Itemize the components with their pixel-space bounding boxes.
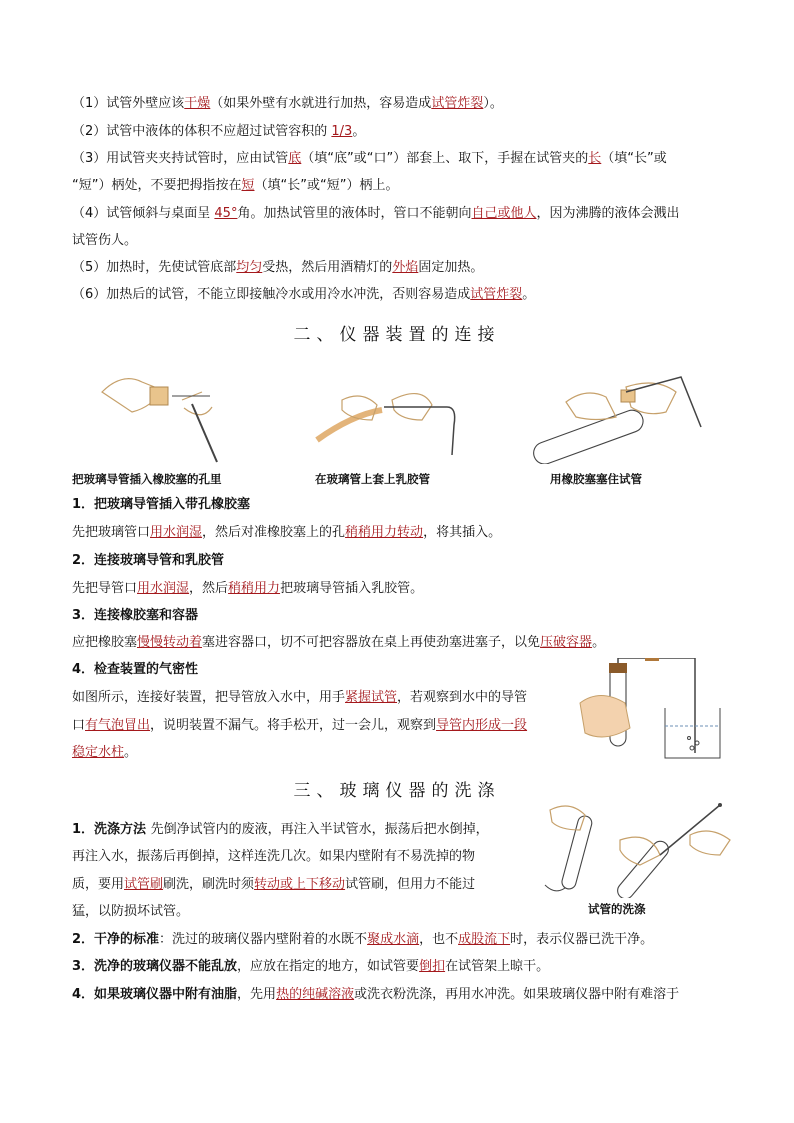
text: 塞进容器口，切不可把容器放在桌上再使劲塞进塞子，以免 bbox=[202, 635, 541, 650]
text: （5）加热时，先使试管底部 bbox=[72, 260, 237, 275]
paragraph: 再注入水，振荡后再倒掉，这样连洗几次。如果内壁附有不易洗掉的物 bbox=[72, 849, 476, 864]
answer: 紧握试管 bbox=[345, 690, 398, 705]
hose-illustration bbox=[312, 385, 462, 460]
sub-heading: 2．连接玻璃导管和乳胶管 bbox=[72, 553, 225, 568]
answer: 底 bbox=[288, 151, 302, 166]
text: ：洗过的玻璃仪器内壁附着的水既不 bbox=[159, 932, 368, 947]
text: 质，要用 bbox=[72, 877, 125, 892]
sub-heading: 4．检查装置的气密性 bbox=[72, 662, 199, 677]
paragraph bbox=[72, 579, 423, 599]
answer: 1/3 bbox=[331, 124, 353, 139]
label: 3．洗净的玻璃仪器不能乱放 bbox=[72, 959, 238, 974]
answer: 稳定水柱 bbox=[72, 745, 125, 760]
text: 在试管架上晾干。 bbox=[445, 959, 550, 974]
text: 受热，然后用酒精灯的 bbox=[262, 260, 393, 275]
paragraph bbox=[72, 633, 605, 653]
answer: 成股流下 bbox=[458, 932, 511, 947]
paragraph bbox=[72, 985, 679, 1005]
text: （2）试管中液体的体积不应超过试管容积的 bbox=[72, 124, 332, 139]
text: 口 bbox=[72, 718, 86, 733]
sub-heading: 1．把玻璃导管插入带孔橡胶塞 bbox=[72, 497, 251, 512]
answer: 短 bbox=[241, 178, 255, 193]
text: （填“底”或“口”）部套上、取下，手握在试管夹的 bbox=[301, 151, 589, 166]
tube-rule-4 bbox=[72, 204, 680, 224]
section-title: 二、仪器装置的连接 bbox=[293, 325, 501, 345]
tube-rule-1 bbox=[72, 94, 503, 114]
section-title: 三、玻璃仪器的洗涤 bbox=[293, 781, 501, 801]
text: 先把玻璃管口 bbox=[72, 525, 151, 540]
answer: 压破容器 bbox=[540, 635, 593, 650]
text: 或洗衣粉洗涤，再用水冲洗。如果玻璃仪器中附有难溶于 bbox=[354, 987, 680, 1002]
answer: 45° bbox=[214, 206, 238, 221]
text: 如图所示，连接好装置，把导管放入水中，用手 bbox=[72, 690, 346, 705]
caption-washing: 试管的洗涤 bbox=[588, 902, 646, 916]
text: 先把导管口 bbox=[72, 581, 138, 596]
paragraph bbox=[72, 930, 653, 950]
text: 把玻璃导管插入乳胶管。 bbox=[280, 581, 424, 596]
answer: 试管炸裂 bbox=[431, 96, 484, 111]
text: 时，表示仪器已洗干净。 bbox=[510, 932, 654, 947]
label: 1．洗涤方法 bbox=[72, 822, 151, 837]
text: （3）用试管夹夹持试管时，应由试管 bbox=[72, 151, 289, 166]
insert-tube-illustration bbox=[92, 362, 222, 467]
text: 试管刷，但用力不能过 bbox=[345, 877, 476, 892]
answer: 导管内形成一段 bbox=[436, 718, 528, 733]
text: ）。 bbox=[483, 96, 503, 111]
text: 应把橡胶塞 bbox=[72, 635, 138, 650]
text: ，也不 bbox=[419, 932, 459, 947]
text: （1）试管外壁应该 bbox=[72, 96, 185, 111]
tube-rule-3b bbox=[72, 176, 398, 196]
text: ，先用 bbox=[237, 987, 277, 1002]
paragraph: 猛，以防损坏试管。 bbox=[72, 904, 190, 919]
label: 2．干净的标准 bbox=[72, 932, 160, 947]
answer: 倒扣 bbox=[419, 959, 446, 974]
text: 先倒净试管内的废液，再注入半试管水，振荡后把水倒掉， bbox=[150, 822, 489, 837]
answer: 聚成水滴 bbox=[367, 932, 420, 947]
text: 固定加热。 bbox=[418, 260, 484, 275]
answer: 用水润湿 bbox=[150, 525, 203, 540]
answer: 长 bbox=[588, 151, 602, 166]
tube-rule-6 bbox=[72, 285, 535, 305]
paragraph bbox=[72, 743, 137, 763]
answer: 慢慢转动着 bbox=[137, 635, 203, 650]
answer: 热的纯碱溶液 bbox=[276, 987, 355, 1002]
text: ，应放在指定的地方，如试管要 bbox=[237, 959, 420, 974]
paragraph bbox=[72, 820, 489, 840]
answer: 干燥 bbox=[184, 96, 211, 111]
caption-hose: 在玻璃管上套上乳胶管 bbox=[315, 472, 430, 486]
airtightness-check-illustration bbox=[575, 658, 725, 763]
paragraph bbox=[72, 875, 475, 895]
answer: 试管刷 bbox=[124, 877, 164, 892]
text: 。 bbox=[124, 745, 138, 760]
text: ，因为沸腾的液体会溅出 bbox=[536, 206, 680, 221]
text: 。 bbox=[352, 124, 366, 139]
paragraph bbox=[72, 688, 527, 708]
answer: 自己或他人 bbox=[471, 206, 537, 221]
paragraph bbox=[72, 523, 501, 543]
tube-rule-3 bbox=[72, 149, 667, 169]
tube-rule-2 bbox=[72, 122, 365, 142]
text: 。 bbox=[522, 287, 536, 302]
text: ，然后 bbox=[189, 581, 229, 596]
answer: 外焰 bbox=[392, 260, 419, 275]
tube-rule-5 bbox=[72, 258, 483, 278]
caption-insert-tube: 把玻璃导管插入橡胶塞的孔里 bbox=[72, 472, 222, 486]
answer: 稍稍用力 bbox=[228, 581, 281, 596]
answer: 用水润湿 bbox=[137, 581, 190, 596]
answer: 稍稍用力转动 bbox=[345, 525, 424, 540]
answer: 均匀 bbox=[236, 260, 263, 275]
text: 刷洗，刷洗时须 bbox=[163, 877, 255, 892]
text: ，然后对准橡胶塞上的孔 bbox=[202, 525, 346, 540]
answer: 试管炸裂 bbox=[470, 287, 523, 302]
answer: 转动或上下移动 bbox=[254, 877, 346, 892]
paragraph bbox=[72, 957, 549, 977]
text: （如果外壁有水就进行加热，容易造成 bbox=[210, 96, 432, 111]
text: 角。加热试管里的液体时，管口不能朝向 bbox=[237, 206, 472, 221]
text: ，说明装置不漏气。将手松开，过一会儿，观察到 bbox=[150, 718, 437, 733]
caption-stopper: 用橡胶塞塞住试管 bbox=[550, 472, 642, 486]
text: （4）试管倾斜与桌面呈 bbox=[72, 206, 215, 221]
text: （6）加热后的试管，不能立即接触冷水或用冷水冲洗，否则容易造成 bbox=[72, 287, 471, 302]
sub-heading: 3．连接橡胶塞和容器 bbox=[72, 608, 199, 623]
tube-rule-4b: 试管伤人。 bbox=[72, 233, 138, 248]
text: （填“长”或“短”）柄上。 bbox=[254, 178, 399, 193]
text: “短”）柄处，不要把拇指按在 bbox=[72, 178, 242, 193]
text: ，若观察到水中的导管 bbox=[397, 690, 528, 705]
stopper-illustration bbox=[526, 372, 706, 464]
text: 。 bbox=[592, 635, 606, 650]
washing-illustration bbox=[540, 800, 740, 898]
answer: 有气泡冒出 bbox=[85, 718, 151, 733]
label: 4．如果玻璃仪器中附有油脂 bbox=[72, 987, 238, 1002]
text: ，将其插入。 bbox=[423, 525, 502, 540]
text: （填“长”或 bbox=[601, 151, 667, 166]
paragraph bbox=[72, 716, 527, 736]
